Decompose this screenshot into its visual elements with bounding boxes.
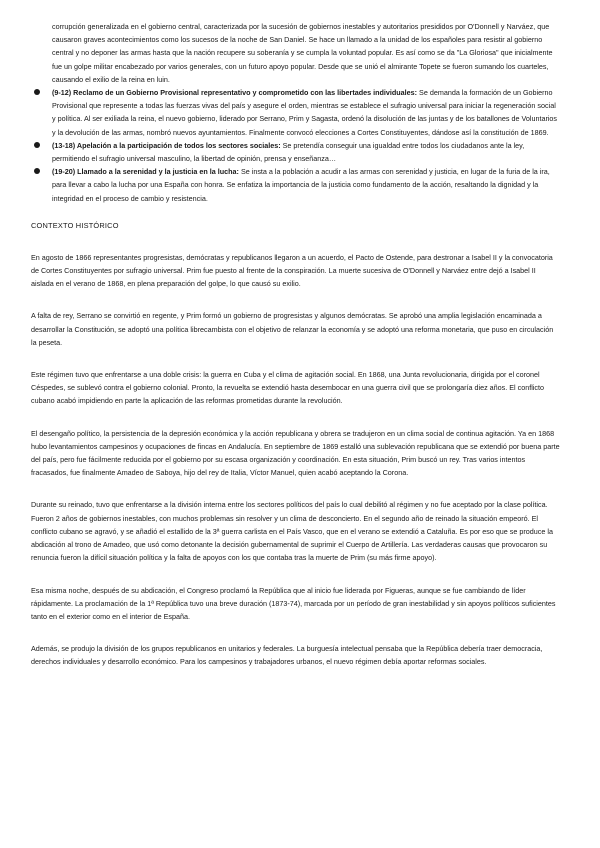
bullet-lead: (9-12) Reclamo de un Gobierno Provisional representativo y comprometido con las libertades individuales:: [52, 88, 418, 98]
paragraph: El desengaño político, la persistencia de la depresión económica y la acción republicana y obrera se tradujeron en un clima social de continua agitación. Ya en 1868 hubo levantamientos campesinos y ocupaciones de fincas en Andalucía. En septiembre de 1869 estalló una sublevación republicana que se extendió por buena parte del país, pero fue fácilmente reducida por el gobierno por su escasa organización y coordinación. En esta situación, Prim buscó un rey. Tras varios intentos fracasados, fue finalmente Amadeo de Saboya, hijo del rey de Italia, Víctor Manuel, quien acabó aceptando la Corona.: [31, 428, 560, 478]
bullet-icon: [34, 168, 40, 174]
paragraph: A falta de rey, Serrano se convirtió en regente, y Prim formó un gobierno de progresistas y algunos demócratas. Se aprobó una amplia legislación encaminada a desarrollar la Constitución, se adoptó una política librecambista con el objetivo de relanzar la economía y se adoptó una reforma monetaria, que puso en circulación la peseta.: [31, 311, 554, 347]
bullet-text: Se demanda la formación de un Gobierno Provisional que represente a todas las fuerzas vivas del país y asegure el orden, mientras se establece el sufragio universal para iniciar la regeneración social y política. Al ser exiliada la reina, el nuevo gobierno, liderado por Serrano, Prim y Sagasta, ordenó la disolución de las juntas y de los batallones de Voluntarios y la devolución de las armas, nombró nuevos ayuntamientos. Finalmente convocó elecciones a Cortes Constituyentes, dándose así la constitución de 1869.: [52, 88, 558, 137]
paragraph: En agosto de 1866 representantes progresistas, demócratas y republicanos llegaron a un acuerdo, el Pacto de Ostende, para destronar a Isabel II y la convocatoria de Cortes Constituyentes por sufragio universal. Prim fue puesto al frente de la conspiración. La muerte sucesiva de O'Donnell y Narváez entre dejó a Isabel II aislada en el verano de 1868, en plena preparación del golpe, lo que causó su exilio.: [31, 252, 553, 289]
bullet-icon: [34, 89, 40, 95]
paragraph: Esa misma noche, después de su abdicación, el Congreso proclamó la República que al inicio fue liderada por Figueras, aunque se fue cambiando de líder rápidamente. La proclamación de la 1ª República tuvo una breve duración (1873-74), marcada por un período de gran inestabilidad y sin apoyos políticos suficientes tanto en el exterior como en el interior de España.: [31, 585, 556, 621]
bullet-icon: [34, 142, 40, 148]
bullet-text: Se insta a la población a acudir a las armas con serenidad y justicia, en lugar de la furia de la ira, para llevar a cabo la lucha por una España con honra. Se enfatiza la importancia de la justicia como fundamento de la acción, resaltando la dignidad y la integridad en el proceso de cambio y resistencia.: [52, 167, 550, 203]
paragraph: Además, se produjo la división de los grupos republicanos en unitarios y federales. La burguesía intelectual pensaba que la República debería traer democracia, derechos individuales y desarrollo económico. Para los campesinos y trabajadores urbanos, el nuevo régimen debía aportar reformas sociales.: [31, 644, 543, 667]
bullet-item-3: [31, 165, 560, 205]
bullet-list: [31, 86, 560, 205]
bullet-lead: (13-18) Apelación a la participación de todos los sectores sociales:: [52, 140, 281, 150]
intro-paragraph: corrupción generalizada en el gobierno central, caracterizada por la sucesión de gobiernos inestables y autoritarios presididos por O'Donnell y Narváez, que causaron graves acontecimientos como los sucesos de la noche de San Daniel. Se hace un llamado a la unidad de los españoles para resistir al gobierno central y no deponer las armas hasta que la nación recupere su soberanía y se cumpla la voluntad popular. Es así como se da "La Gloriosa" que inicialmente fue un golpe militar encabezado por varios generales, con un futuro apoyo popular. Desde que se unió el almirante Topete se fueron sumando los cuarteles, causando el exilio de la reina en luin.: [52, 22, 553, 84]
bullet-text: Se pretendía conseguir una igualdad entre todos los ciudadanos ante la ley, permitiendo el sufragio universal masculino, la libertad de opinión, prensa y enseñanza…: [52, 140, 525, 164]
paragraph: Este régimen tuvo que enfrentarse a una doble crisis: la guerra en Cuba y el clima de agitación social. En 1868, una Junta revolucionaria, dirigida por el coronel Céspedes, se sublevó contra el gobierno colonial. Pronto, la revuelta se extendió hasta desembocar en una guerra civil que se prolongaría diez años. El conflicto cubano acabó impidiendo en parte la aplicación de las reformas prometidas durante la revolución.: [31, 370, 545, 406]
paragraph: Durante su reinado, tuvo que enfrentarse a la división interna entre los sectores políticos del país lo cual debilitó al régimen y no fue aceptado por la clase política. Fueron 2 años de gobiernos inestables, con muchos problemas sin resolver y un clima de desconcierto. En el segundo año de reinado la situación empeoró. El conflicto cubano se agravó, y se añadió el estallido de la 3ª guerra carlista en el País Vasco, que en el verano se extendió a Cataluña. Es por eso que se produce la abdicación al trono de Amadeo, que usó como detonante la decisión gubernamental de suprimir el Cuerpo de Artillería. Las verdaderas causas que provocaron su renuncia fueron la difícil situación política y la falta de apoyos con los que contaba tras la muerte de Prim (su más firme apoyo).: [31, 500, 553, 563]
section-heading: CONTEXTO HISTÓRICO: [31, 220, 119, 230]
bullet-item-1: [31, 86, 560, 139]
bullet-lead: (19-20) Llamado a la serenidad y la justicia en la lucha:: [52, 167, 239, 177]
bullet-item-2: [31, 139, 560, 165]
